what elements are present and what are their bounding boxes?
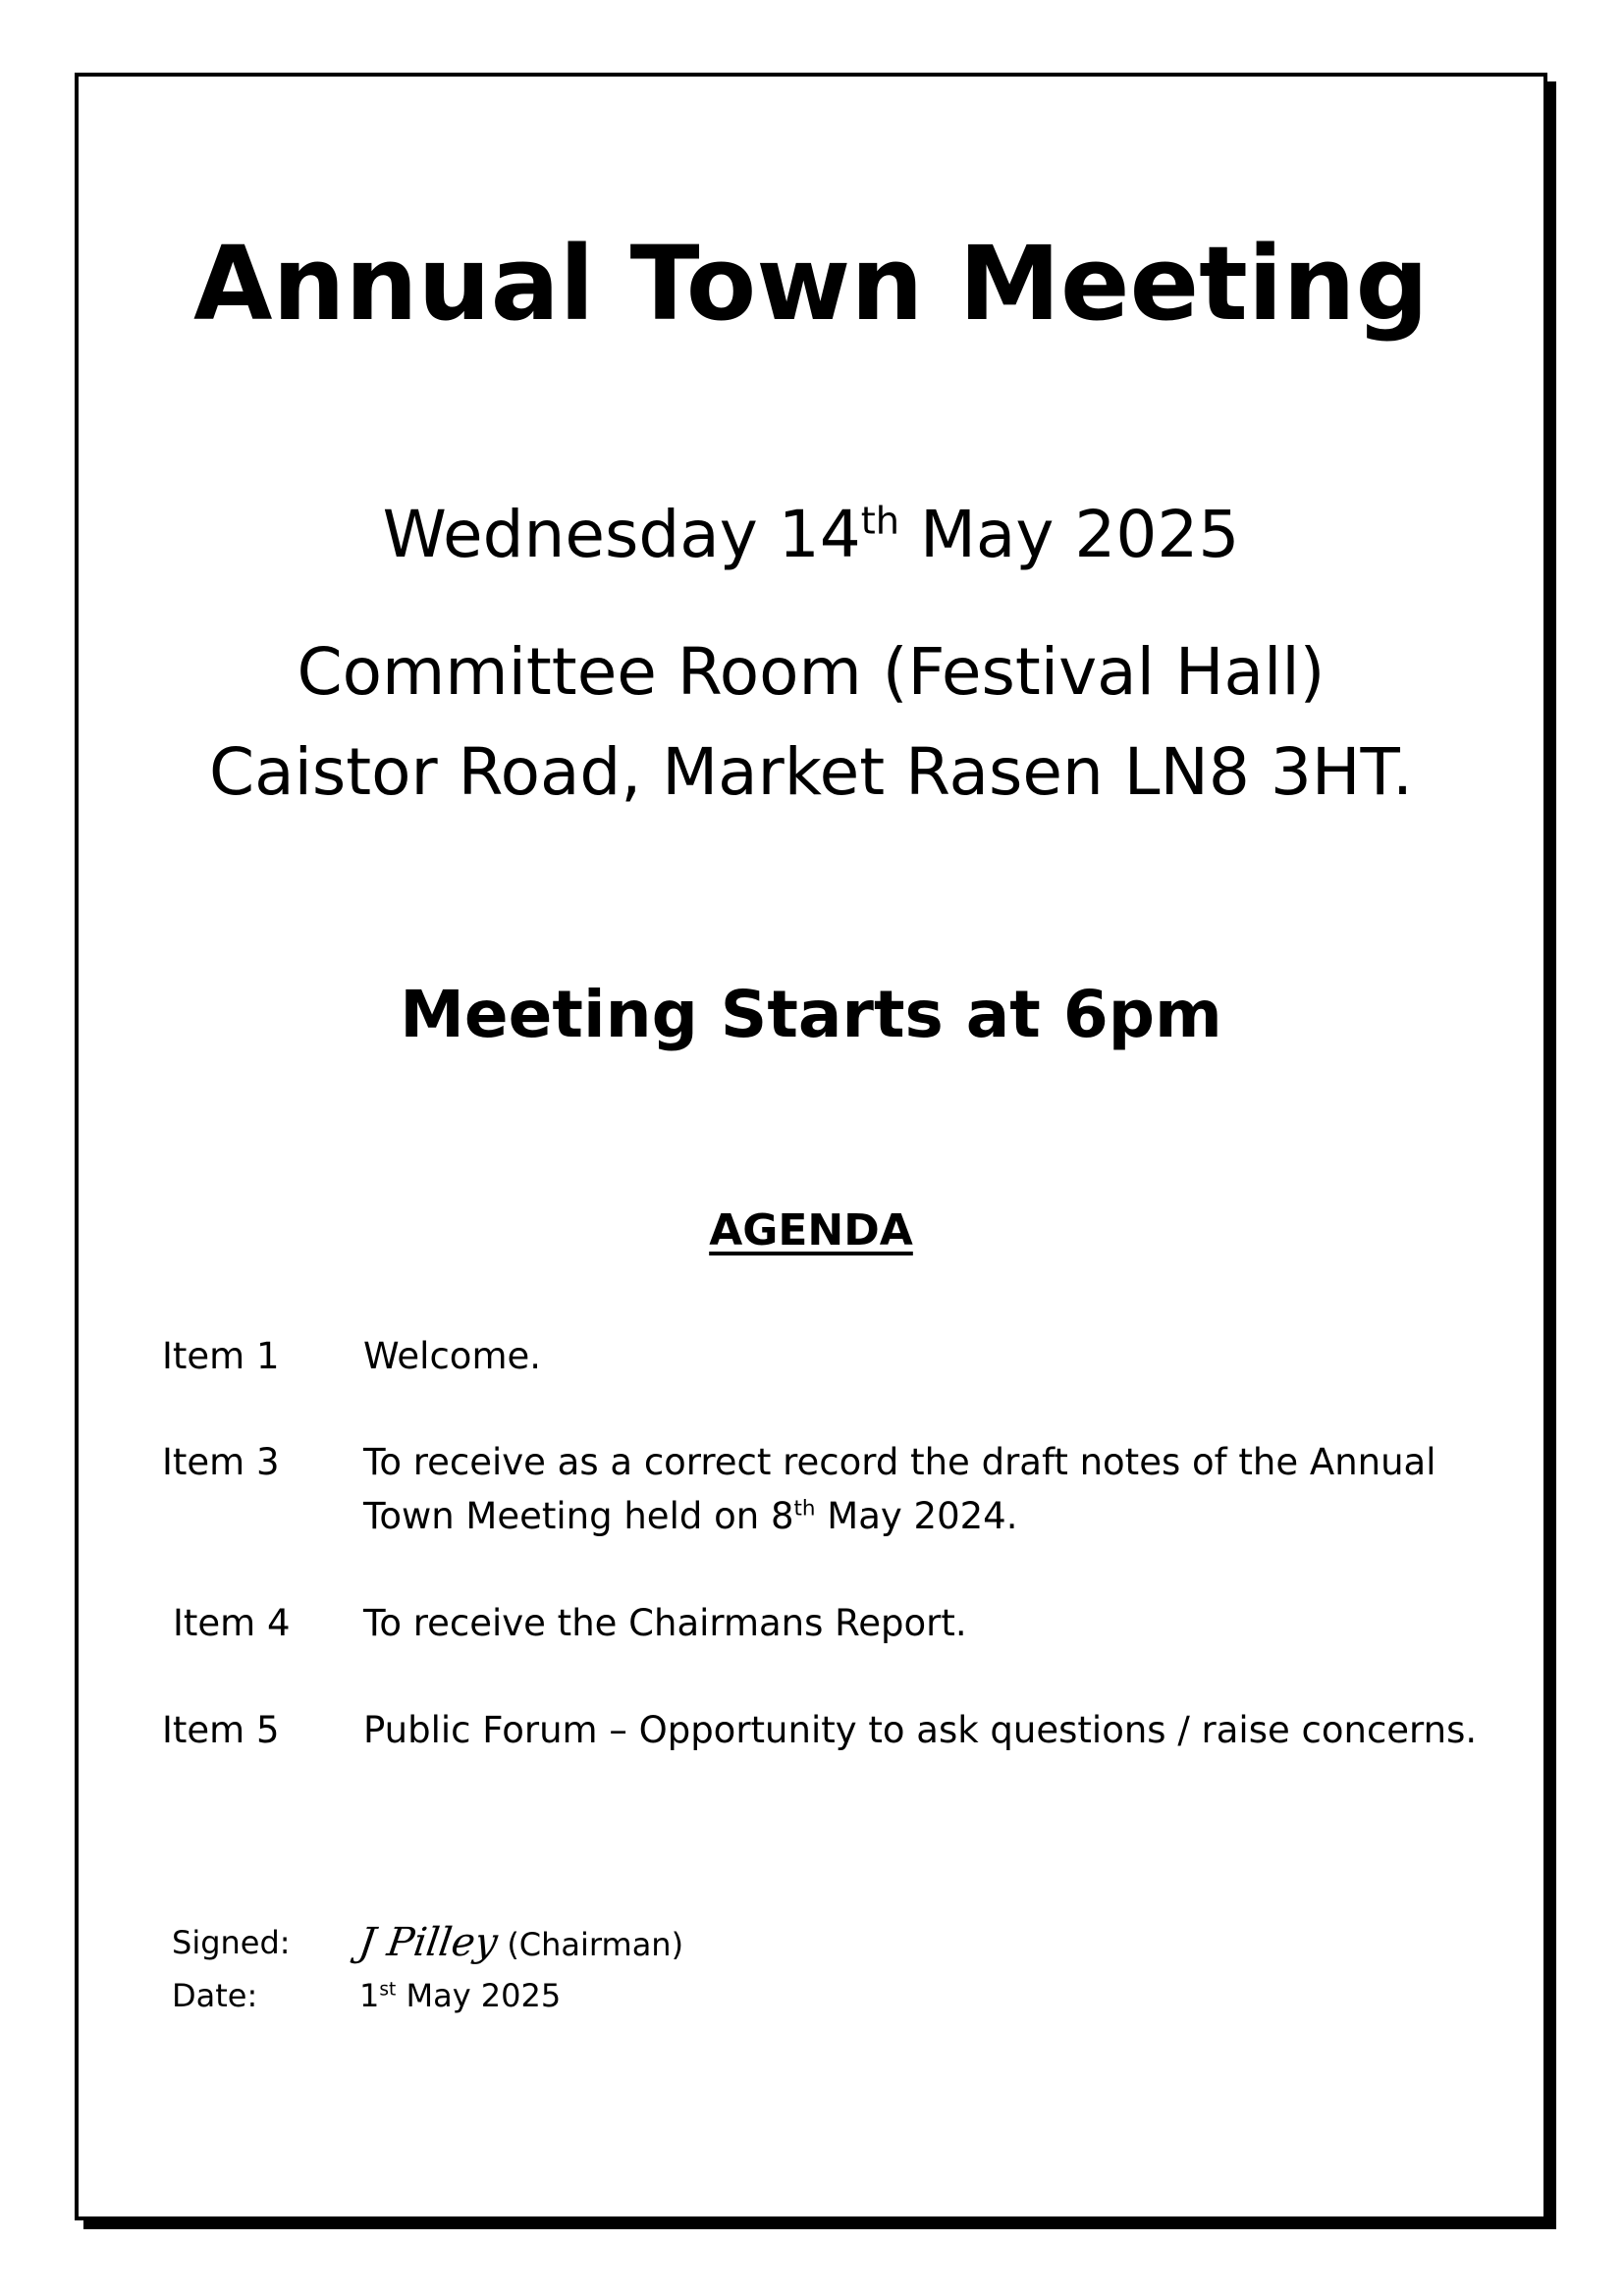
agenda-item-text: [363, 1435, 1492, 1543]
agenda-item-text: Welcome.: [363, 1335, 542, 1377]
agenda-item-text-line-2: [363, 1489, 1492, 1543]
signed-label: Signed:: [172, 1924, 291, 1961]
agenda-item-text-line-1: To receive as a correct record the draft notes of the Annual: [363, 1441, 1436, 1483]
agenda-heading: AGENDA: [709, 1205, 913, 1255]
start-time: Meeting Starts at 6pm: [400, 977, 1222, 1052]
meeting-date: [79, 497, 1543, 572]
signed-date-month-year: May 2025: [396, 1977, 562, 2014]
agenda-item-text-line-2-end: May 2024.: [815, 1495, 1018, 1537]
agenda-item-label: Item 5: [162, 1709, 280, 1751]
agenda-item-text-ordinal: th: [793, 1496, 816, 1522]
handwritten-signature: J Pilley: [355, 1920, 501, 1965]
meeting-date-day: Wednesday 14: [382, 497, 861, 572]
date-label: Date:: [172, 1977, 258, 2014]
agenda-item-text-line-2-start: Town Meeting held on 8: [363, 1495, 794, 1537]
signed-date-ordinal: st: [379, 1979, 397, 2001]
notice-frame: [75, 73, 1547, 2220]
venue-line-2: Caistor Road, Market Rasen LN8 3HT.: [209, 734, 1413, 810]
signed-value: [355, 1918, 684, 1969]
agenda-item-text: Public Forum – Opportunity to ask questions / raise concerns.: [363, 1709, 1478, 1751]
page-title: Annual Town Meeting: [193, 224, 1429, 344]
meeting-date-month-year: May 2025: [898, 497, 1240, 572]
agenda-item-label: Item 1: [162, 1335, 280, 1377]
meeting-date-ordinal: th: [860, 499, 899, 544]
agenda-item-label: Item 3: [162, 1441, 280, 1483]
signed-date-day: 1: [359, 1977, 380, 2014]
signed-date: [359, 1971, 561, 2020]
agenda-item-label: Item 4: [173, 1602, 291, 1644]
signer-role: (Chairman): [507, 1926, 684, 1963]
venue-line-1: Committee Room (Festival Hall): [297, 634, 1326, 710]
agenda-item-text: To receive the Chairmans Report.: [363, 1602, 967, 1644]
